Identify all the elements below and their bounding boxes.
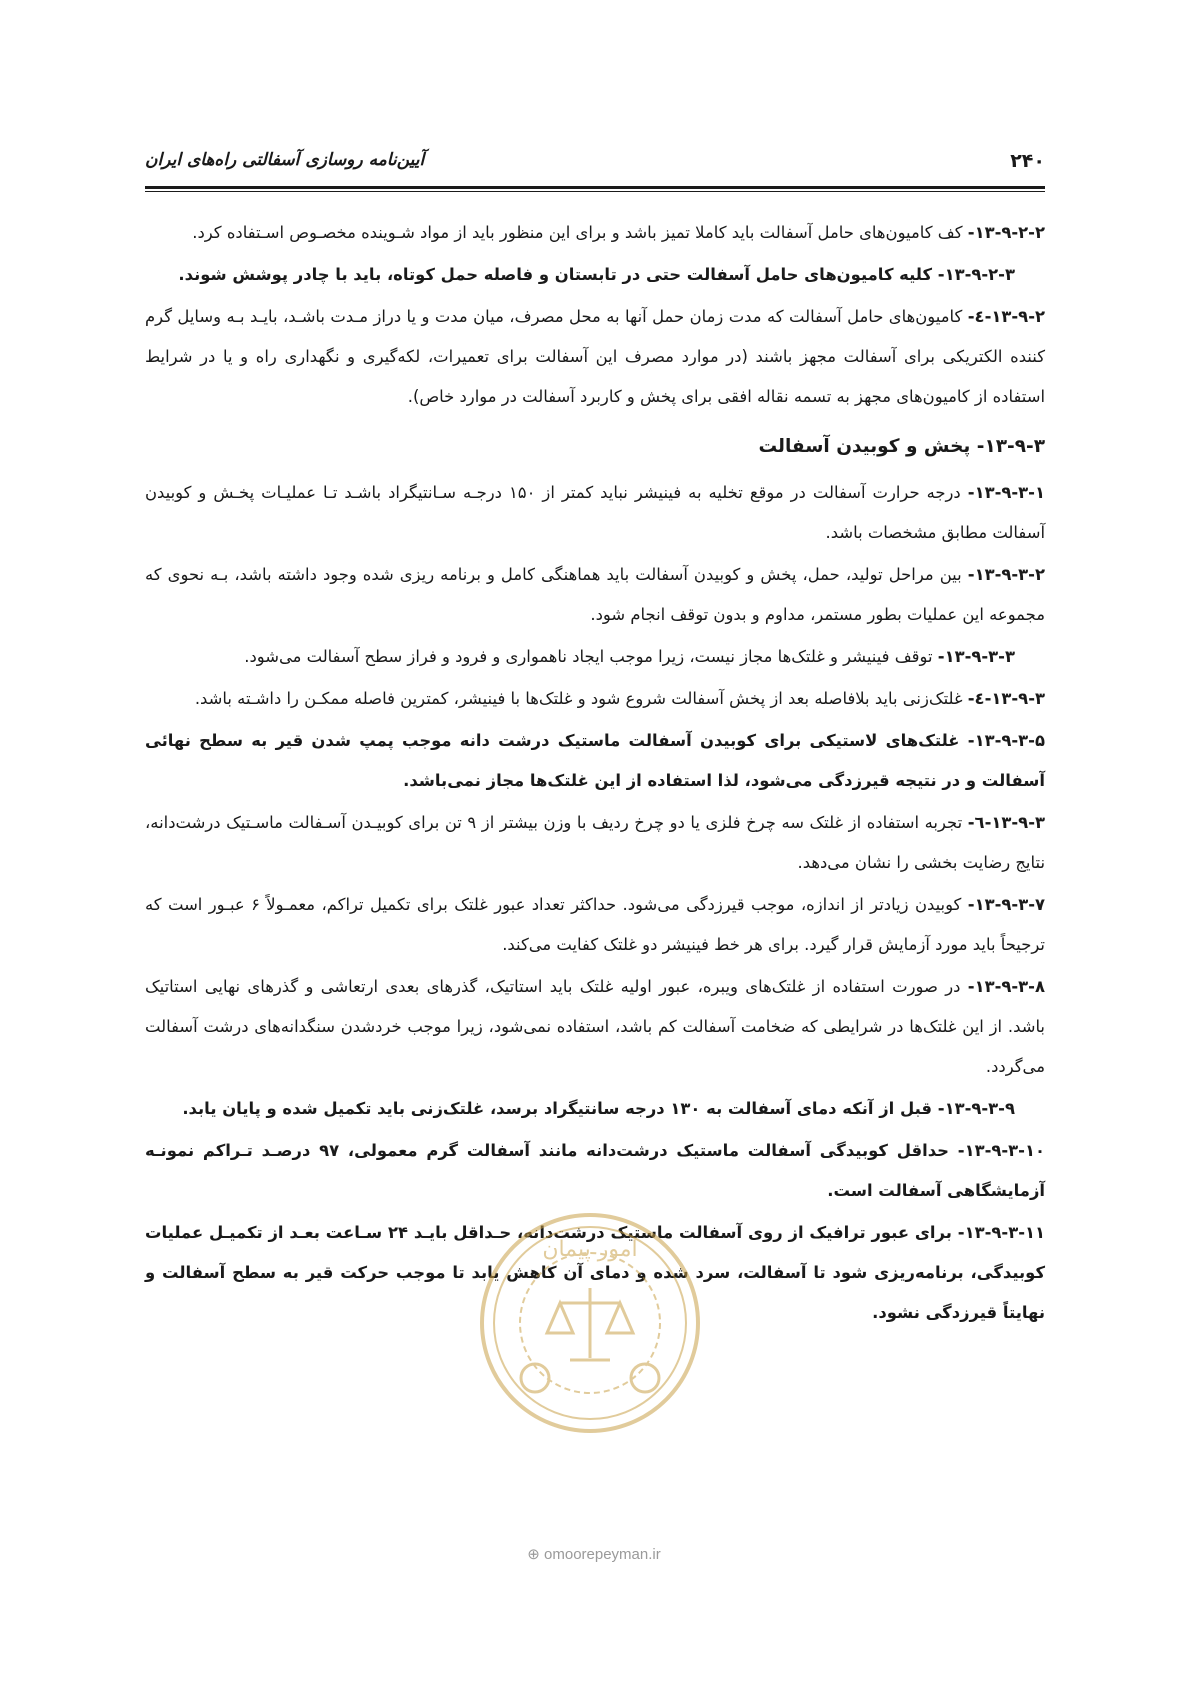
paragraph-13-9-3-10 (145, 1131, 1045, 1211)
paragraph-13-9-3-7 (145, 885, 1045, 965)
paragraph-13-9-3-6 (145, 803, 1045, 883)
paragraph-13-9-3-9 (145, 1089, 1045, 1129)
clause-number: ۱۳-۹-۲-۳- (937, 265, 1015, 284)
document-body (145, 213, 1045, 1335)
clause-text: کوبیدن زیادتر از اندازه، موجب قیرزدگی می‌شود. حداکثر تعداد عبور غلتک برای تکمیل تراکم، معمـولاً ۶ عبـور است که ترجیحاً باید مورد آزمایش قرار گیرد. برای هر خط فینیشر دو غلتک کفایت می‌کند. (145, 895, 1045, 954)
watermark-seal-icon (475, 1208, 705, 1438)
clause-number: ۱۳-۹-۳-۱۱- (957, 1223, 1046, 1242)
clause-number: ۱۳-۹-۳-٤- (967, 689, 1045, 708)
clause-text: کف کامیون‌های حامل آسفالت باید کاملا تمیز باشد و برای این منظور باید از مواد شـوینده مخصـوص اسـتفاده کرد. (192, 223, 968, 242)
clause-number: ۱۳-۹-۳-٦- (967, 813, 1045, 832)
paragraph-13-9-3-1 (145, 473, 1045, 553)
clause-number: ۱۳-۹-۳-۱۰- (957, 1141, 1045, 1160)
clause-text: بین مراحل تولید، حمل، پخش و کوبیدن آسفالت باید هماهنگی کامل و برنامه ریزی شده وجود داشته باشد، بـه نحوی که مجموعه این عملیات بطور مستمر، مداوم و بدون توقف انجام شود. (145, 565, 1045, 624)
clause-number: ۱۳-۹-۳-۱- (967, 483, 1045, 502)
clause-number: ۱۳-۹-۳-۵- (967, 731, 1045, 750)
clause-number: ۱۳-۹-۲-۲- (967, 223, 1045, 242)
paragraph-13-9-3-5 (145, 721, 1045, 801)
clause-text: حداقل کوبیدگی آسفالت ماستیک درشت‌دانه مانند آسفالت گرم معمولی، ۹۷ درصـد تـراکم نمونـه آزمایشگاهی آسفالت است. (145, 1141, 1045, 1200)
clause-text: قبل از آنکه دمای آسفالت به ۱۳۰ درجه سانتیگراد برسد، غلتک‌زنی باید تکمیل شده و پایان یابد. (182, 1099, 938, 1118)
clause-text: کامیون‌های حامل آسفالت که مدت زمان حمل آنها به محل مصرف، میان مدت و یا دراز مـدت باشـد، بایـد بـه وسایل گرم کننده الکتریکی برای آسفالت مجهز باشند (در موارد مصرف این آسفالت برای تعمیرات، لکه‌گیری و نگهداری راه و یا در شرایط استفاده از کامیون‌های مجهز به تسمه نقاله افقی برای پخش و کاربرد آسفالت در موارد خاص). (145, 307, 1045, 406)
globe-icon: ⊕ (527, 1546, 540, 1563)
clause-text: برای عبور ترافیک از روی آسفالت ماستیک درشت‌دانه، حـداقل بایـد ۲۴ سـاعت بعـد از تکمیـل عملیات کوبیدگی، برنامه‌ریزی شود تا آسفالت، سرد شده و دمای آن کاهش یابد تا موجب حرکت قیر به سطح آسفالت و نهایتاً قیرزدگی نشود. (145, 1223, 1045, 1322)
clause-text: تجربه استفاده از غلتک سه چرخ فلزی یا دو چرخ ردیف با وزن بیشتر از ۹ تن برای کوبیـدن آسـفالت ماسـتیک درشت‌دانه، نتایج رضایت بخشی را نشان می‌دهد. (145, 813, 1045, 872)
clause-number: ۱۳-۹-۳-۹- (937, 1099, 1015, 1118)
clause-text: در صورت استفاده از غلتک‌های ویبره، عبور اولیه غلتک باید استاتیک، گذرهای بعدی ارتعاشی و گذرهای نهایی استاتیک باشد. از این غلتک‌ها در شرایطی که ضخامت آسفالت کم باشد، استفاده نمی‌شود، زیرا موجب خردشدن سنگدانه‌های درشت آسفالت می‌گردد. (145, 977, 1045, 1076)
clause-text: غلتک‌زنی باید بلافاصله بعد از پخش آسفالت شروع شود و غلتک‌ها با فینیشر، کمترین فاصله ممکـن را داشـته باشد. (194, 689, 968, 708)
paragraph-13-9-3-2 (145, 555, 1045, 635)
paragraph-13-9-2-3 (145, 255, 1045, 295)
paragraph-13-9-3-3 (145, 637, 1045, 677)
section-heading-text: ۱۳-۹-۳- پخش و کوبیدن آسفالت (758, 436, 1045, 457)
seal-text: امور پیمان (542, 1237, 638, 1262)
clause-number: ۱۳-۹-۳-۲- (967, 565, 1045, 584)
page-number: ۲۴۰ (1010, 150, 1045, 172)
clause-text: غلتک‌های لاستیکی برای کوبیدن آسفالت ماستیک درشت دانه موجب پمپ شدن قیر به سطح نهائی آسفالت و در نتیجه قیرزدگی می‌شود، لذا استفاده از این غلتک‌ها مجاز نمی‌باشد. (145, 731, 1045, 790)
paragraph-13-9-3-8 (145, 967, 1045, 1087)
watermark-url-text: omoorepeyman.ir (544, 1546, 661, 1563)
header-rule (145, 186, 1045, 189)
paragraph-13-9-2-2 (145, 213, 1045, 253)
running-title: آیین‌نامه روسازی آسفالتی راه‌های ایران (145, 150, 425, 170)
clause-number: ۱۳-۹-۳-۷- (967, 895, 1046, 914)
page-header (145, 150, 1045, 184)
paragraph-13-9-3-4 (145, 679, 1045, 719)
clause-number: ۱۳-۹-۲-٤- (967, 307, 1045, 326)
clause-number: ۱۳-۹-۳-۸- (967, 977, 1045, 996)
clause-text: توقف فینیشر و غلتک‌ها مجاز نیست، زیرا موجب ایجاد ناهمواری و فرود و فراز سطح آسفالت می‌شود. (244, 647, 938, 666)
clause-number: ۱۳-۹-۳-۳- (937, 647, 1015, 666)
header-rule-thin (145, 191, 1045, 192)
watermark-url (494, 1545, 694, 1563)
section-heading (145, 427, 1045, 467)
clause-text: کلیه کامیون‌های حامل آسفالت حتی در تابستان و فاصله حمل کوتاه، باید با چادر پوشش شوند. (178, 265, 938, 284)
paragraph-13-9-2-4 (145, 297, 1045, 417)
clause-text: درجه حرارت آسفالت در موقع تخلیه به فینیشر نباید کمتر از ۱۵۰ درجـه سـانتیگراد باشـد تـا عملیـات پخـش و کوبیدن آسفالت مطابق مشخصات باشد. (145, 483, 1045, 542)
